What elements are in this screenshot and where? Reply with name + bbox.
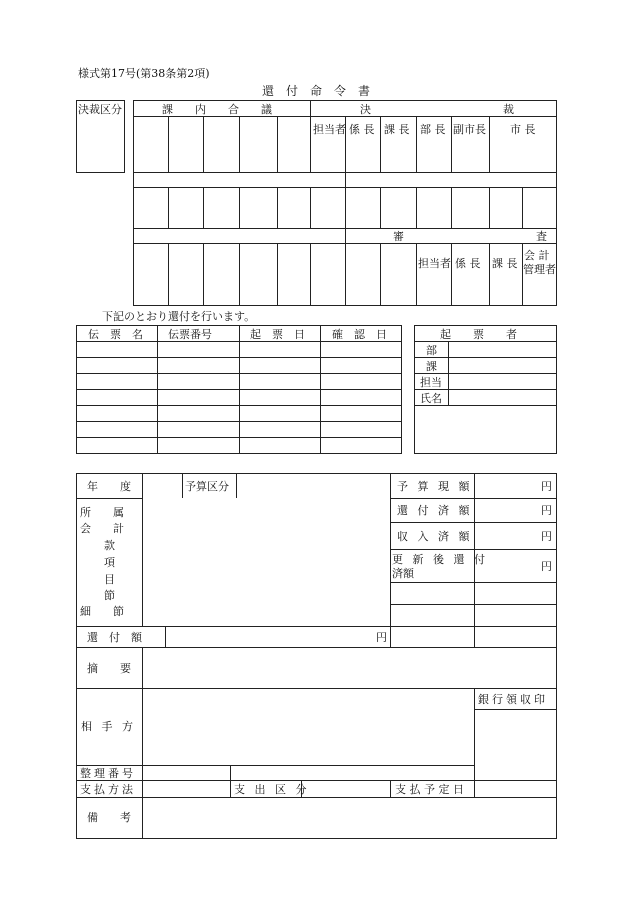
rule — [380, 116, 381, 172]
rule — [76, 765, 474, 766]
rule — [239, 243, 240, 305]
rule — [390, 473, 391, 627]
rule — [76, 100, 77, 173]
stamp-col-label: 副市長 — [453, 123, 486, 136]
stamp-col-label: 担当者 — [313, 123, 346, 136]
yen-unit: 円 — [541, 504, 552, 517]
rule — [76, 838, 557, 839]
rule — [451, 187, 452, 228]
yen-unit: 円 — [541, 480, 552, 493]
issuer-row-label: 担当 — [420, 376, 442, 389]
form-number: 様式第17号(第38条第2項) — [78, 67, 210, 80]
kanpugaku-label: 還 付 額 — [87, 631, 142, 644]
rule — [489, 187, 490, 228]
kaikei-label: 会 計 — [80, 522, 124, 535]
rule — [401, 325, 402, 454]
rule — [76, 797, 557, 798]
setsu-label: 節 — [104, 589, 115, 602]
rule — [345, 228, 346, 305]
rule — [414, 325, 415, 454]
rule — [76, 100, 125, 101]
shiharai-hoho-label: 支払方法 — [80, 783, 136, 796]
rule — [277, 116, 278, 172]
yen-unit: 円 — [541, 530, 552, 543]
col-header: 確 認 日 — [332, 328, 387, 341]
notice-text: 下記のとおり還付を行います。 — [102, 310, 256, 323]
rule — [414, 341, 557, 342]
rule — [76, 647, 557, 648]
yen-unit: 円 — [541, 560, 552, 573]
rule — [239, 116, 240, 172]
rule — [414, 373, 557, 374]
rule — [168, 116, 169, 172]
rule — [414, 325, 557, 326]
rule — [390, 626, 391, 647]
rule — [414, 453, 557, 454]
shinsa-label: 審 査 — [393, 230, 547, 243]
rule — [474, 709, 557, 710]
rule — [142, 473, 143, 627]
rule — [203, 187, 204, 228]
rule — [345, 187, 346, 228]
yosan-genzaigaku-label: 予 算 現 額 — [397, 480, 473, 493]
moku-label: 目 — [104, 573, 115, 586]
rule — [556, 325, 557, 454]
stamp-col-label: 担当者 — [418, 257, 451, 270]
issuer-row-label: 部 — [426, 344, 437, 357]
rule — [451, 243, 452, 305]
rule — [448, 341, 449, 405]
tekiyo-label: 摘 要 — [87, 662, 131, 675]
rule — [556, 473, 557, 839]
rule — [310, 100, 311, 172]
stamp-col-label: 管理者 — [523, 263, 556, 276]
rule — [76, 473, 77, 839]
rule — [76, 688, 557, 689]
rule — [76, 172, 125, 173]
rule — [203, 116, 204, 172]
rule — [310, 243, 311, 305]
rule — [489, 116, 490, 172]
rule — [168, 187, 169, 228]
shunyu-zumigaku-label: 収 入 済 額 — [397, 530, 473, 543]
rule — [168, 243, 169, 305]
rule — [124, 100, 125, 173]
rule — [165, 626, 166, 647]
rule — [390, 780, 391, 797]
rule — [230, 765, 231, 797]
koshingo-kanpu-label: 更 新 後 還 付 — [392, 553, 488, 566]
stamp-col-label: 係 長 — [349, 123, 375, 136]
rule — [380, 187, 381, 228]
rule — [76, 498, 142, 499]
saisetsu-label: 細 節 — [80, 605, 124, 618]
rule — [239, 187, 240, 228]
kanpu-zumigaku-label: 還 付 済 額 — [397, 504, 473, 517]
yen-unit: 円 — [376, 631, 387, 644]
rule — [474, 473, 475, 627]
rule — [236, 473, 237, 498]
kanai-gogi-label: 課 内 合 議 — [162, 103, 272, 116]
rule — [474, 780, 475, 797]
biko-label: 備 考 — [87, 811, 131, 824]
rule — [414, 357, 557, 358]
stamp-col-label: 課 長 — [384, 123, 410, 136]
rule — [414, 405, 557, 406]
rule — [133, 305, 557, 306]
kessai-label: 決 裁 — [360, 103, 514, 116]
rule — [522, 187, 523, 228]
rule — [416, 243, 417, 305]
rule — [76, 473, 557, 474]
issuer-row-label: 課 — [426, 360, 437, 373]
rule — [277, 243, 278, 305]
rule — [76, 780, 557, 781]
rule — [133, 100, 557, 101]
rule — [345, 172, 346, 187]
shozoku-label: 所 属 — [80, 506, 124, 519]
rule — [142, 647, 143, 839]
stamp-col-label: 会 計 — [524, 249, 550, 262]
stamp-col-label: 課 長 — [492, 257, 518, 270]
stamp-col-label: 部 長 — [420, 123, 446, 136]
issuer-title: 起 票 者 — [440, 328, 517, 341]
seiri-bango-label: 整理番号 — [80, 767, 136, 780]
rule — [310, 187, 311, 228]
issuer-row-label: 氏名 — [420, 392, 442, 405]
nendo-label: 年 度 — [87, 480, 131, 493]
rule — [157, 325, 158, 454]
rule — [133, 100, 134, 306]
kessai-kubun-label: 決裁区分 — [78, 103, 122, 116]
rule — [474, 688, 475, 781]
rule — [380, 243, 381, 305]
col-header: 起 票 日 — [250, 328, 305, 341]
rule — [76, 626, 557, 627]
rule — [414, 389, 557, 390]
rule — [320, 325, 321, 454]
rule — [76, 325, 77, 454]
shiharai-yoteibi-label: 支 払 予 定 日 — [395, 783, 464, 796]
rule — [556, 100, 557, 306]
rule — [416, 116, 417, 172]
shishutsu-kubun-label: 支 出 区 分 — [234, 783, 310, 796]
ginko-ryoshuin-label: 銀行領収印 — [478, 693, 548, 706]
rule — [489, 243, 490, 305]
rule — [203, 243, 204, 305]
kan-label: 款 — [104, 539, 115, 552]
rule — [239, 325, 240, 454]
koshingo-kanpu-label-2: 済額 — [392, 567, 414, 580]
col-header: 伝票番号 — [168, 328, 212, 341]
rule — [416, 187, 417, 228]
aitekata-label: 相 手 方 — [81, 720, 136, 733]
rule — [277, 187, 278, 228]
stamp-col-label: 係 長 — [455, 257, 481, 270]
form-title: 還 付 命 令 書 — [262, 84, 371, 98]
rule — [182, 473, 183, 498]
ko-label: 項 — [104, 556, 115, 569]
rule — [474, 626, 475, 647]
rule — [451, 116, 452, 172]
col-header: 伝 票 名 — [88, 328, 143, 341]
yosan-kubun-label: 予算区分 — [185, 480, 229, 493]
stamp-col-label: 市 長 — [510, 123, 536, 136]
